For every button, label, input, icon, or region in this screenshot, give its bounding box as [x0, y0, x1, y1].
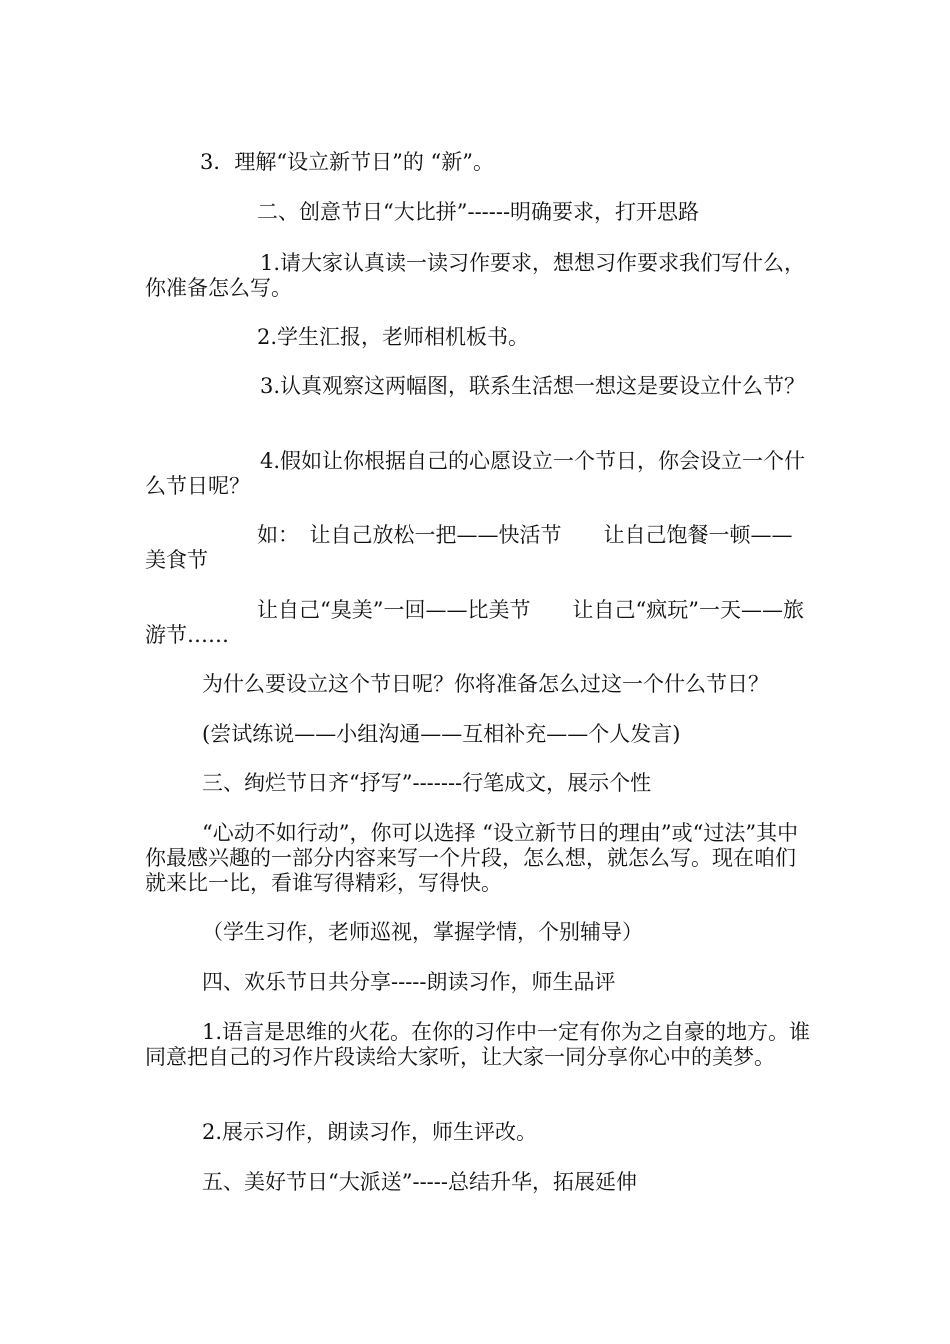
paragraph-student-writing: （学生习作，老师巡视，掌握学情，个别辅导） [202, 920, 643, 944]
heading-section-five: 五、美好节日“大派送”-----总结升华，拓展延伸 [202, 1170, 637, 1194]
heading-section-four: 四、欢乐节日共分享-----朗读习作，师生品评 [202, 970, 616, 994]
paragraph-practice-steps: (尝试练说——小组沟通——互相补充——个人发言) [202, 722, 681, 746]
paragraph-share-1: 1.语言是思维的火花。在你的习作中一定有你为之自豪的地方。谁同意把自己的习作片段读给大家听，让大家一同分享你心中的美梦。 [145, 1020, 811, 1069]
paragraph-question: 为什么要设立这个节日呢？你将准备怎么过这一个什么节日？ [202, 672, 769, 696]
paragraph-step-1: 1.请大家认真读一读习作要求，想想习作要求我们写什么，你准备怎么写。 [145, 251, 806, 300]
paragraph-step-2: 2.学生汇报，老师相机板书。 [257, 325, 530, 349]
paragraph-step-3: 3.认真观察这两幅图，联系生活想一想这是要设立什么节？ [260, 374, 806, 398]
paragraph-understand-new: 3．理解“设立新节日”的 “新”。 [200, 150, 494, 174]
heading-section-three: 三、绚烂节日齐“抒写”-------行笔成文，展示个性 [202, 771, 652, 795]
paragraph-share-2: 2.展示习作，朗读习作，师生评改。 [202, 1120, 538, 1144]
paragraph-step-4: 4.假如让你根据自己的心愿设立一个节日，你会设立一个什么节日呢？ [145, 449, 806, 498]
paragraph-example-1: 如： 让自己放松一把——快活节 让自己饱餐一顿——美食节 [145, 523, 793, 572]
heading-section-two: 二、创意节日“大比拼”------明确要求，打开思路 [257, 200, 700, 224]
paragraph-writing-task: “心动不如行动”，你可以选择 “设立新节日的理由”或“过法”其中你最感兴趣的一部分内容来写一个片段，怎么想，就怎么写。现在咱们就来比一比，看谁写得精彩，写得快。 [145, 821, 799, 895]
paragraph-example-2: 让自己“臭美”一回——比美节 让自己“疯玩”一天——旅游节…… [145, 598, 804, 647]
